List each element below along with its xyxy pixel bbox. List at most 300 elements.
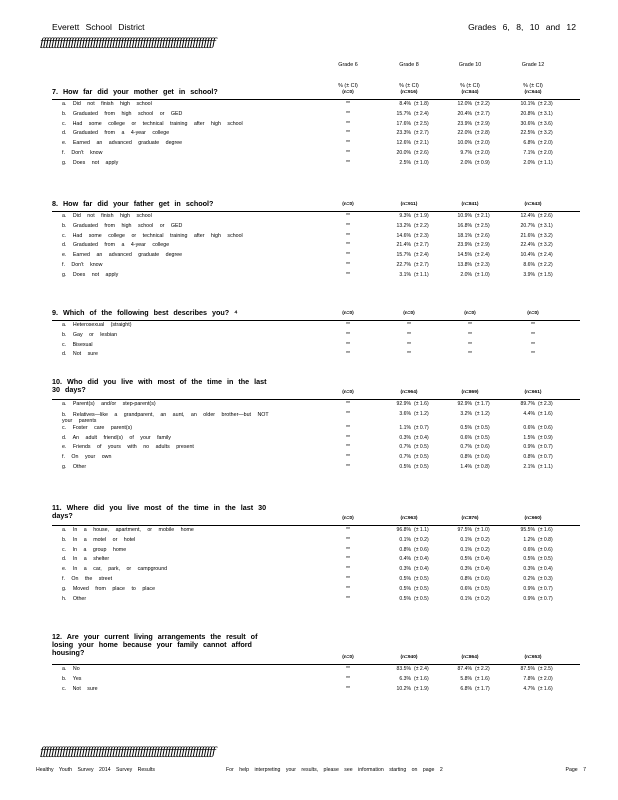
percent-value: 0.1%	[460, 536, 472, 543]
suppressed-value: **	[346, 666, 350, 672]
confidence-interval: (± 1.0)	[475, 271, 490, 278]
percent-value: 20.8%	[520, 110, 535, 117]
confidence-interval: (± 3.6)	[538, 120, 553, 127]
confidence-interval: (± 2.6)	[538, 213, 553, 219]
percent-value: 5.8%	[460, 675, 472, 682]
response-row	[52, 575, 580, 585]
confidence-interval: (± 3.2)	[538, 130, 553, 137]
percent-value: 2.1%	[523, 463, 535, 470]
column-subheader: % (± CI)	[460, 83, 480, 89]
confidence-interval: (± 0.6)	[475, 454, 490, 461]
response-label: g. Other	[62, 463, 87, 470]
percent-value: 0.5%	[399, 595, 411, 602]
confidence-interval: (± 1.0)	[414, 159, 429, 166]
percent-value: 0.3%	[523, 566, 535, 573]
confidence-interval: (± 0.8)	[475, 463, 490, 470]
response-row	[52, 159, 580, 169]
question-title: 11. Where did you live most of the time in the last 30 days?	[52, 503, 267, 520]
response-label: b. Graduated from high school or GED	[62, 222, 183, 229]
suppressed-value: **	[346, 434, 350, 441]
suppressed-value: **	[346, 213, 350, 219]
response-label: d. An adult friend(s) of your family	[62, 434, 171, 441]
percent-value: 96.8%	[396, 527, 411, 533]
response-label: d. Graduated from a 4-year college	[62, 242, 170, 249]
response-row	[52, 675, 580, 685]
response-row	[52, 232, 580, 242]
percent-value: 12.6%	[396, 140, 411, 147]
confidence-interval: (± 2.7)	[414, 242, 429, 249]
response-label: a. Did not finish high school	[62, 213, 152, 219]
response-row	[52, 139, 580, 149]
percent-value: 87.5%	[520, 666, 535, 672]
confidence-interval: (± 0.2)	[475, 536, 490, 543]
percent-value: 20.0%	[396, 149, 411, 156]
response-label: h. Other	[62, 595, 87, 602]
percent-value: 21.4%	[396, 242, 411, 249]
percent-value: 0.9%	[523, 595, 535, 602]
response-row	[52, 271, 580, 281]
percent-value: 15.7%	[396, 110, 411, 117]
sample-size: (n=653)	[524, 655, 542, 660]
percent-value: 1.5%	[523, 434, 535, 441]
confidence-interval: (± 2.3)	[414, 232, 429, 239]
percent-value: 7.1%	[523, 149, 535, 156]
footer-survey-title: Healthy Youth Survey 2014 Survey Results	[36, 767, 155, 773]
response-row	[52, 555, 580, 565]
confidence-interval: (± 0.6)	[414, 546, 429, 553]
column-header-2: Grade 8	[399, 62, 419, 68]
sample-size: (n=661)	[524, 390, 542, 395]
sample-size: (n=964)	[400, 390, 418, 395]
suppressed-value: **	[346, 261, 350, 268]
percent-value: 0.6%	[460, 585, 472, 592]
confidence-interval: (± 2.4)	[414, 110, 429, 117]
percent-value: 22.4%	[520, 242, 535, 249]
sample-size: (n=0)	[342, 516, 354, 521]
percent-value: 13.8%	[457, 261, 472, 268]
percent-value: 22.5%	[520, 130, 535, 137]
response-row	[52, 400, 580, 410]
confidence-interval: (± 0.5)	[414, 595, 429, 602]
sample-size: (n=0)	[342, 202, 354, 207]
confidence-interval: (± 0.6)	[538, 424, 553, 431]
suppressed-value: **	[346, 546, 350, 553]
question-title: 9. Which of the following best describes you? ⁴	[52, 308, 238, 317]
suppressed-value: **	[346, 444, 350, 451]
percent-value: 16.8%	[457, 222, 472, 229]
sample-size: (n=0)	[342, 311, 354, 316]
sample-size: (n=841)	[461, 202, 479, 207]
confidence-interval: (± 2.3)	[538, 101, 553, 107]
sample-size: (n=844)	[461, 90, 479, 95]
suppressed-value: **	[346, 159, 350, 166]
percent-value: 4.7%	[523, 685, 535, 692]
response-label: b. In a motel or hotel	[62, 536, 136, 543]
question-block	[52, 309, 580, 360]
sample-size: (n=0)	[464, 311, 476, 316]
percent-value: 8.4%	[399, 101, 411, 107]
response-row	[52, 149, 580, 159]
response-row	[52, 546, 580, 556]
confidence-interval: (± 1.2)	[414, 410, 429, 417]
suppressed-value: **	[346, 222, 350, 229]
suppressed-value: **	[346, 410, 350, 417]
percent-value: 0.4%	[399, 556, 411, 563]
response-label: c. Bisexual	[62, 341, 93, 348]
suppressed-value: **	[468, 331, 472, 338]
suppressed-value: **	[346, 527, 350, 533]
suppressed-value: **	[346, 424, 350, 431]
confidence-interval: (± 2.9)	[475, 242, 490, 249]
percent-value: 8.6%	[523, 261, 535, 268]
percent-value: 0.6%	[523, 424, 535, 431]
response-row	[52, 595, 580, 605]
percent-value: 0.5%	[399, 463, 411, 470]
response-label: c. In a group home	[62, 546, 127, 553]
question-block	[52, 88, 580, 169]
response-row	[52, 463, 580, 473]
percent-value: 23.9%	[457, 242, 472, 249]
response-row	[52, 100, 580, 110]
confidence-interval: (± 0.5)	[414, 585, 429, 592]
suppressed-value: **	[346, 120, 350, 127]
confidence-interval: (± 0.5)	[538, 556, 553, 563]
confidence-interval: (± 1.7)	[475, 685, 490, 692]
confidence-interval: (± 2.0)	[538, 140, 553, 147]
response-label: b. Relatives—like a grandparent, an aunt, an older brother—but NOT your parents	[62, 411, 269, 424]
percent-value: 10.4%	[520, 252, 535, 259]
response-label: f. Don't know	[62, 261, 103, 268]
footer-help-text: For help interpreting your results, please see information starting on page 2	[226, 767, 443, 773]
confidence-interval: (± 0.4)	[414, 556, 429, 563]
suppressed-value: **	[346, 675, 350, 682]
confidence-interval: (± 0.5)	[475, 424, 490, 431]
column-header-1: Grade 6	[338, 62, 358, 68]
percent-value: 14.6%	[396, 232, 411, 239]
suppressed-value: **	[346, 252, 350, 259]
percent-value: 0.7%	[399, 454, 411, 461]
percent-value: 0.7%	[460, 444, 472, 451]
footer-divider: ƒƒƒƒƒƒƒƒƒƒƒƒƒƒƒƒƒƒƒƒƒƒƒƒƒƒƒƒƒƒƒƒƒƒƒƒƒƒƒƒƒƒƒƒƒƒƒƒƒƒƒƒƒƒƒƒƒƒƒƒƒƒƒ	[40, 745, 215, 758]
confidence-interval: (± 0.5)	[475, 434, 490, 441]
confidence-interval: (± 1.1)	[414, 527, 429, 533]
suppressed-value: **	[531, 322, 535, 328]
percent-value: 21.6%	[520, 232, 535, 239]
sample-size: (n=660)	[524, 516, 542, 521]
confidence-interval: (± 0.7)	[538, 595, 553, 602]
response-label: f. Don't know	[62, 149, 103, 156]
percent-value: 7.8%	[523, 675, 535, 682]
suppressed-value: **	[346, 566, 350, 573]
percent-value: 23.3%	[396, 130, 411, 137]
percent-value: 89.7%	[520, 401, 535, 407]
suppressed-value: **	[346, 575, 350, 582]
confidence-interval: (± 2.2)	[414, 222, 429, 229]
response-label: d. Not sure	[62, 351, 98, 358]
confidence-interval: (± 0.9)	[538, 434, 553, 441]
percent-value: 3.1%	[399, 271, 411, 278]
percent-value: 0.1%	[460, 546, 472, 553]
confidence-interval: (± 1.1)	[414, 271, 429, 278]
confidence-interval: (± 2.1)	[475, 213, 490, 219]
percent-value: 0.8%	[399, 546, 411, 553]
percent-value: 0.8%	[523, 454, 535, 461]
response-row	[52, 526, 580, 536]
suppressed-value: **	[531, 351, 535, 358]
suppressed-value: **	[407, 331, 411, 338]
question-block	[52, 504, 580, 604]
suppressed-value: **	[346, 585, 350, 592]
suppressed-value: **	[346, 685, 350, 692]
response-row	[52, 585, 580, 595]
sample-size: (n=0)	[342, 90, 354, 95]
suppressed-value: **	[346, 130, 350, 137]
confidence-interval: (± 2.7)	[414, 130, 429, 137]
confidence-interval: (± 2.2)	[538, 261, 553, 268]
suppressed-value: **	[407, 322, 411, 328]
confidence-interval: (± 0.5)	[414, 454, 429, 461]
confidence-interval: (± 0.6)	[475, 575, 490, 582]
percent-value: 0.3%	[399, 566, 411, 573]
confidence-interval: (± 2.0)	[475, 149, 490, 156]
response-label: b. Gay or lesbian	[62, 331, 118, 338]
response-label: a. Did not finish high school	[62, 101, 152, 107]
response-row	[52, 341, 580, 351]
percent-value: 10.0%	[457, 140, 472, 147]
confidence-interval: (± 0.7)	[538, 444, 553, 451]
sample-size: (n=0)	[342, 390, 354, 395]
percent-value: 0.1%	[399, 536, 411, 543]
confidence-interval: (± 2.4)	[538, 252, 553, 259]
suppressed-value: **	[346, 232, 350, 239]
response-label: a. In a house, apartment, or mobile home	[62, 527, 194, 533]
confidence-interval: (± 2.0)	[538, 149, 553, 156]
response-row	[52, 261, 580, 271]
percent-value: 0.3%	[460, 566, 472, 573]
confidence-interval: (± 0.2)	[475, 546, 490, 553]
confidence-interval: (± 0.9)	[475, 159, 490, 166]
percent-value: 9.3%	[399, 213, 411, 219]
suppressed-value: **	[346, 536, 350, 543]
confidence-interval: (± 2.3)	[475, 261, 490, 268]
suppressed-value: **	[346, 271, 350, 278]
percent-value: 0.8%	[460, 575, 472, 582]
percent-value: 2.5%	[399, 159, 411, 166]
response-row	[52, 321, 580, 331]
confidence-interval: (± 0.4)	[414, 434, 429, 441]
response-label: g. Does not apply	[62, 271, 119, 278]
response-row	[52, 453, 580, 463]
percent-value: 1.4%	[460, 463, 472, 470]
percent-value: 0.9%	[523, 444, 535, 451]
response-label: b. Graduated from high school or GED	[62, 110, 183, 117]
percent-value: 83.5%	[396, 666, 411, 672]
percent-value: 92.9%	[457, 401, 472, 407]
percent-value: 10.2%	[396, 685, 411, 692]
response-row	[52, 350, 580, 360]
confidence-interval: (± 0.5)	[475, 585, 490, 592]
confidence-interval: (± 0.8)	[538, 536, 553, 543]
sample-size: (n=869)	[461, 390, 479, 395]
sample-size: (n=864)	[461, 655, 479, 660]
response-row	[52, 665, 580, 675]
response-row	[52, 212, 580, 222]
response-label: c. Foster care parent(s)	[62, 424, 133, 431]
header-divider: ƒƒƒƒƒƒƒƒƒƒƒƒƒƒƒƒƒƒƒƒƒƒƒƒƒƒƒƒƒƒƒƒƒƒƒƒƒƒƒƒƒƒƒƒƒƒƒƒƒƒƒƒƒƒƒƒƒƒƒƒƒƒƒ	[40, 36, 215, 49]
grades-label: Grades 6, 8, 10 and 12	[468, 22, 576, 32]
confidence-interval: (± 0.2)	[414, 536, 429, 543]
percent-value: 0.6%	[460, 434, 472, 441]
confidence-interval: (± 0.7)	[538, 454, 553, 461]
suppressed-value: **	[531, 341, 535, 348]
sample-size: (n=940)	[400, 655, 418, 660]
percent-value: 20.7%	[520, 222, 535, 229]
confidence-interval: (± 1.1)	[538, 159, 553, 166]
response-row	[52, 241, 580, 251]
percent-value: 6.8%	[460, 685, 472, 692]
response-row	[52, 331, 580, 341]
footer-page-number: Page 7	[565, 767, 586, 773]
confidence-interval: (± 0.5)	[414, 463, 429, 470]
confidence-interval: (± 1.2)	[475, 410, 490, 417]
suppressed-value: **	[346, 454, 350, 461]
confidence-interval: (± 1.6)	[538, 410, 553, 417]
confidence-interval: (± 0.3)	[538, 575, 553, 582]
response-row	[52, 222, 580, 232]
confidence-interval: (± 0.4)	[475, 566, 490, 573]
confidence-interval: (± 2.2)	[475, 101, 490, 107]
percent-value: 1.2%	[523, 536, 535, 543]
percent-value: 22.0%	[457, 130, 472, 137]
percent-value: 0.5%	[460, 424, 472, 431]
column-subheader: % (± CI)	[399, 83, 419, 89]
response-row	[52, 434, 580, 444]
response-label: a. Parent(s) and/or step-parent(s)	[62, 401, 156, 407]
sample-size: (n=0)	[403, 311, 415, 316]
percent-value: 0.8%	[460, 454, 472, 461]
confidence-interval: (± 0.7)	[414, 424, 429, 431]
percent-value: 2.0%	[460, 271, 472, 278]
sample-size: (n=0)	[527, 311, 539, 316]
confidence-interval: (± 0.5)	[414, 575, 429, 582]
confidence-interval: (± 2.0)	[538, 675, 553, 682]
percent-value: 6.3%	[399, 675, 411, 682]
response-row	[52, 685, 580, 695]
confidence-interval: (± 2.5)	[414, 120, 429, 127]
question-title: 10. Who did you live with most of the time in the last 30 days?	[52, 377, 267, 394]
suppressed-value: **	[468, 322, 472, 328]
percent-value: 15.7%	[396, 252, 411, 259]
confidence-interval: (± 3.2)	[538, 232, 553, 239]
confidence-interval: (± 1.1)	[538, 463, 553, 470]
confidence-interval: (± 1.6)	[538, 527, 553, 533]
percent-value: 23.9%	[457, 120, 472, 127]
response-label: c. Not sure	[62, 685, 98, 692]
confidence-interval: (± 2.3)	[538, 401, 553, 407]
suppressed-value: **	[468, 351, 472, 358]
sample-size: (n=0)	[342, 655, 354, 660]
confidence-interval: (± 1.9)	[414, 685, 429, 692]
percent-value: 0.5%	[460, 556, 472, 563]
percent-value: 3.2%	[460, 410, 472, 417]
suppressed-value: **	[346, 101, 350, 107]
question-title: 7. How far did your mother get in school?	[52, 87, 218, 96]
percent-value: 13.2%	[396, 222, 411, 229]
confidence-interval: (± 1.5)	[538, 271, 553, 278]
question-title: 12. Are your current living arrangements the result of losing your home because your family cannot afford housing?	[52, 632, 258, 657]
response-label: g. Moved from place to place	[62, 585, 156, 592]
response-row	[52, 536, 580, 546]
response-label: f. On the street	[62, 575, 113, 582]
suppressed-value: **	[346, 149, 350, 156]
column-subheader: % (± CI)	[338, 83, 358, 89]
response-label: f. On your own	[62, 454, 112, 461]
suppressed-value: **	[531, 331, 535, 338]
confidence-interval: (± 2.6)	[475, 232, 490, 239]
response-label: d. Graduated from a 4-year college	[62, 130, 170, 137]
question-block	[52, 200, 580, 281]
confidence-interval: (± 2.0)	[475, 140, 490, 147]
suppressed-value: **	[346, 331, 350, 338]
percent-value: 0.2%	[523, 575, 535, 582]
column-subheader: % (± CI)	[523, 83, 543, 89]
response-label: e. Earned an advanced graduate degree	[62, 140, 183, 147]
confidence-interval: (± 2.4)	[475, 252, 490, 259]
percent-value: 1.1%	[399, 424, 411, 431]
confidence-interval: (± 2.4)	[414, 666, 429, 672]
suppressed-value: **	[407, 351, 411, 358]
percent-value: 17.6%	[396, 120, 411, 127]
percent-value: 12.4%	[520, 213, 535, 219]
percent-value: 12.0%	[457, 101, 472, 107]
response-label: e. In a car, park, or campground	[62, 566, 168, 573]
question-block	[52, 633, 580, 694]
response-row	[52, 565, 580, 575]
suppressed-value: **	[346, 140, 350, 147]
confidence-interval: (± 0.6)	[538, 546, 553, 553]
column-header-3: Grade 10	[458, 62, 482, 68]
confidence-interval: (± 2.7)	[475, 110, 490, 117]
suppressed-value: **	[346, 110, 350, 117]
response-label: a. No	[62, 666, 80, 672]
confidence-interval: (± 2.4)	[414, 252, 429, 259]
percent-value: 95.5%	[520, 527, 535, 533]
percent-value: 0.5%	[399, 575, 411, 582]
sample-size: (n=876)	[461, 516, 479, 521]
confidence-interval: (± 1.6)	[414, 401, 429, 407]
confidence-interval: (± 3.1)	[538, 110, 553, 117]
response-label: c. Had some college or technical training after high school	[62, 232, 243, 239]
percent-value: 3.6%	[399, 410, 411, 417]
response-label: c. Had some college or technical training after high school	[62, 120, 243, 127]
confidence-interval: (± 1.8)	[414, 101, 429, 107]
confidence-interval: (± 3.1)	[538, 222, 553, 229]
percent-value: 0.7%	[399, 444, 411, 451]
response-label: b. Yes	[62, 675, 82, 682]
suppressed-value: **	[346, 242, 350, 249]
confidence-interval: (± 2.1)	[414, 140, 429, 147]
percent-value: 30.6%	[520, 120, 535, 127]
confidence-interval: (± 1.6)	[414, 675, 429, 682]
question-title: 8. How far did your father get in school?	[52, 199, 214, 208]
percent-value: 18.1%	[457, 232, 472, 239]
response-row	[52, 424, 580, 434]
sample-size: (n=911)	[400, 202, 418, 207]
sample-size: (n=963)	[400, 516, 418, 521]
response-row	[52, 110, 580, 120]
response-label: d. In a shelter	[62, 556, 110, 563]
confidence-interval: (± 0.5)	[414, 444, 429, 451]
